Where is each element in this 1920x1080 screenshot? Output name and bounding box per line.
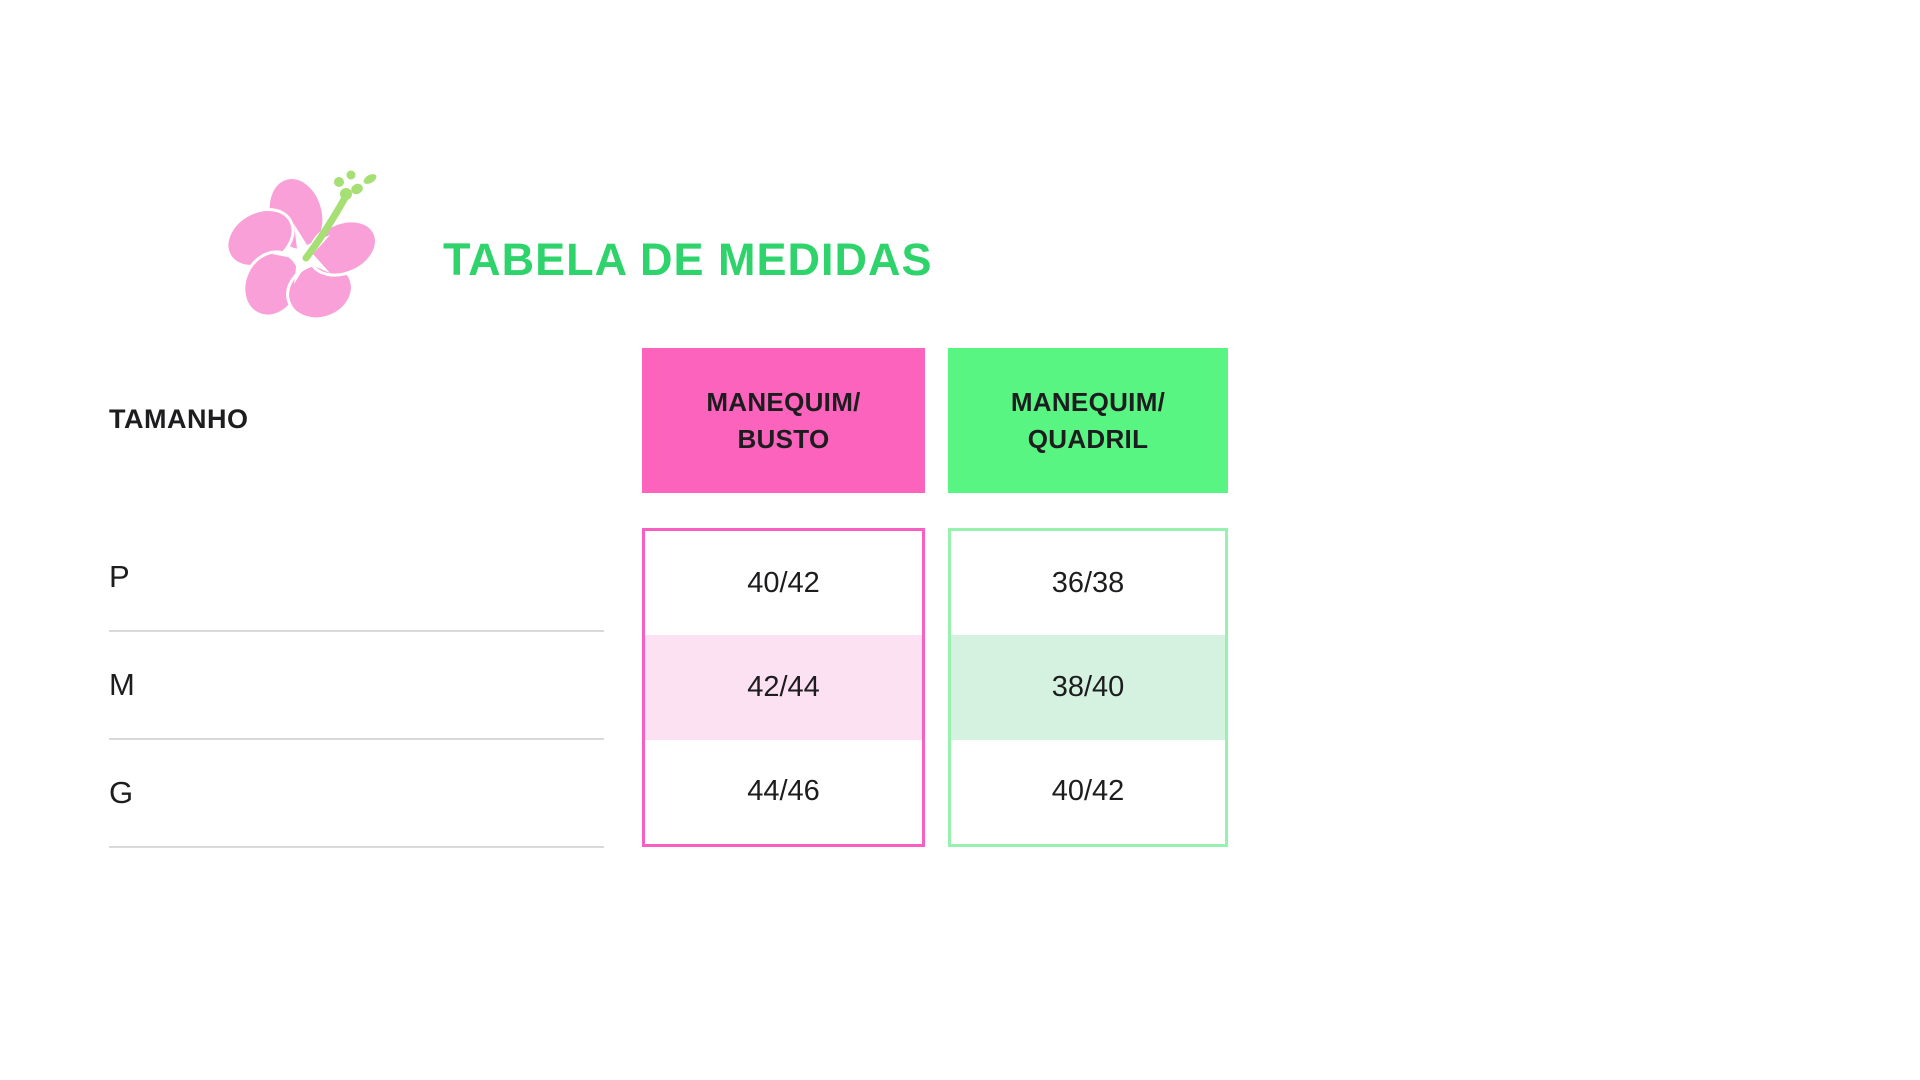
cell-quadril-g: 40/42 (1051, 775, 1125, 808)
column-header-quadril-line2: QUADRIL (1027, 423, 1149, 454)
hibiscus-flower-icon (222, 164, 398, 322)
size-row-g (109, 740, 604, 848)
cell-quadril-p: 36/38 (1051, 566, 1125, 599)
size-label-p: P (109, 559, 130, 594)
cell-busto-m: 42/44 (645, 635, 922, 739)
page-title: TABELA DE MEDIDAS (443, 234, 933, 285)
size-row-p (109, 524, 604, 632)
size-row-m (109, 632, 604, 740)
cell-quadril-m: 38/40 (951, 635, 1225, 739)
size-label-g: G (109, 775, 134, 810)
quadril-values-box (948, 528, 1228, 847)
cell-busto-p: 40/42 (747, 566, 820, 599)
column-header-busto-line1: MANEQUIM/ (706, 386, 861, 417)
size-column-header: TAMANHO (109, 404, 249, 434)
size-label-m: M (109, 667, 135, 702)
column-header-quadril (948, 348, 1228, 493)
column-header-busto (642, 348, 925, 493)
column-header-busto-line2: BUSTO (737, 423, 830, 454)
flower-bud (334, 171, 378, 201)
column-header-quadril-line1: MANEQUIM/ (1010, 386, 1166, 417)
cell-busto-g: 44/46 (747, 775, 820, 808)
busto-values-box (642, 528, 925, 847)
size-rows (109, 524, 604, 848)
